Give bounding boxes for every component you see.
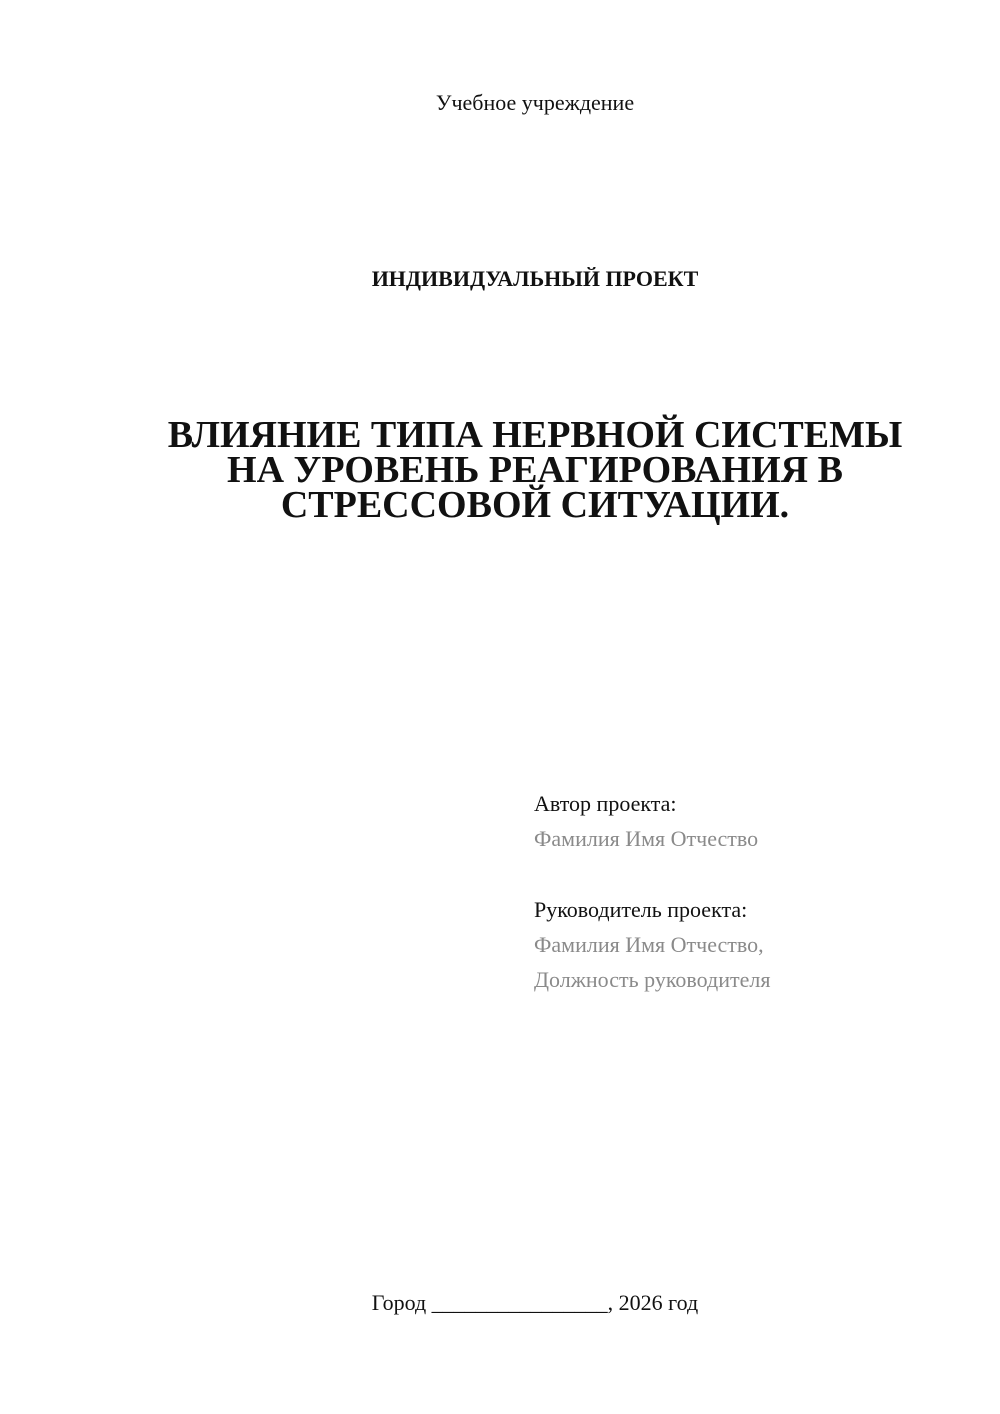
- author-label: Автор проекта:: [534, 791, 677, 816]
- supervisor-block: [534, 892, 770, 997]
- title-line: СТРЕССОВОЙ СИТУАЦИИ.: [280, 484, 790, 526]
- supervisor-label: Руководитель проекта:: [534, 897, 748, 922]
- institution-name: Учебное учреждение: [435, 90, 635, 115]
- title-line: ВЛИЯНИЕ ТИПА НЕРВНОЙ СИСТЕМЫ: [167, 414, 903, 456]
- supervisor-name: Фамилия Имя Отчество,: [534, 932, 764, 957]
- project-type: ИНДИВИДУАЛЬНЫЙ ПРОЕКТ: [371, 266, 699, 291]
- title-line: НА УРОВЕНЬ РЕАГИРОВАНИЯ В: [227, 449, 843, 491]
- city-year-footer: Город ________________, 2026 год: [371, 1290, 699, 1315]
- author-block: [534, 786, 758, 856]
- author-name: Фамилия Имя Отчество: [534, 826, 759, 851]
- supervisor-position: Должность руководителя: [534, 967, 771, 992]
- project-title: [130, 414, 940, 526]
